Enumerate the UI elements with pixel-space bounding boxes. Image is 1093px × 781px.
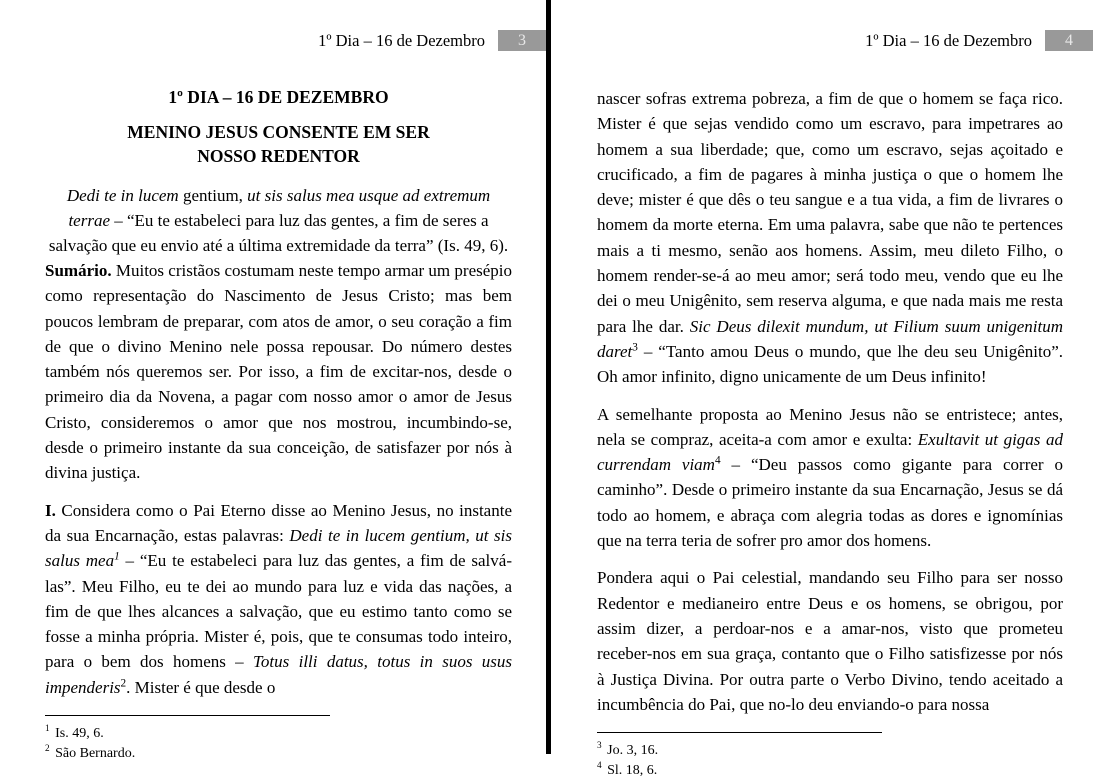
page-left (0, 0, 546, 762)
footnote-rule (597, 732, 882, 733)
running-header-title: 1º Dia – 16 de Dezembro (318, 31, 485, 50)
footnote-marker: 1 (45, 723, 50, 734)
footnote-rule (45, 715, 330, 716)
footnote-marker: 3 (597, 740, 602, 751)
footnote (45, 724, 512, 744)
chapter-subtitle (45, 120, 512, 168)
paragraph-sumario: Sumário. Muitos cristãos costumam neste tempo armar um presépio como representação do Nascimento de Jesus Cristo; mas bem poucos lembram de preparar, com atos de amor, o seu coração a fim de que o divino Menino nele possa repousar. Do número destes também nós queremos ser. Por isso, a fim de excitar-nos, desde o primeiro dia da Novena, a pagar com nosso amor o amor de Jesus Cristo, consideremos o amor que nos mostrou, incumbindo-se, desde o primeiro instante da sua conceição, de satisfazer por nós à divina justiça. (45, 261, 513, 483)
footnote (45, 744, 512, 764)
footnote-text: Jo. 3, 16. (607, 743, 659, 759)
chapter-title: 1º DIA – 16 DE DEZEMBRO (168, 87, 389, 107)
page-right (551, 0, 1093, 779)
chapter-subtitle-line-2: NOSSO REDENTOR (197, 146, 360, 166)
page-number-badge: 4 (1045, 30, 1093, 51)
footnote (597, 761, 1063, 781)
footnote-text: São Bernardo. (55, 746, 136, 762)
running-header-title: 1º Dia – 16 de Dezembro (865, 31, 1032, 50)
page-number-badge: 3 (498, 30, 546, 51)
paragraph-continuation: nascer sofras extrema pobreza, a fim de que o homem se faça rico. Mister é que sejas vendido como um escravo, para impetrares ao homem a sua liberdade; que, como um escravo, sejas açoitado e crucificado, a fim de pagares à minha justiça o que o homem lhe deve; mister é que dês o teu sangue e a tua vida, a fim de livrares o homem da morte eterna. Em uma palavra, sabe que não te pertences mais a ti mesmo, senão aos homens. Assim, meu dileto Filho, o homem render-se-á ao meu amor; será todo meu, vendo que eu lhe dei o meu Unigênito, sem reserva alguma, e que nada mais me resta para lhe dar. Sic Deus dilexit mundum, ut Filium suum unigenitum daret$^3$ – “Tanto amou Deus o mundo, que lhe deu seu Unigênito”. Oh amor infinito, digno unicamente de um Deus infinito! (597, 89, 1063, 387)
paragraph-semelhante: A semelhante proposta ao Menino Jesus não se entristece; antes, nela se compraz, aceita-a com amor e exulta: Exultavit ut gigas ad currendam viam$^4$ – “Deu passos como gigante para correr o caminho”. Desde o primeiro instante da sua Encarnação, Jesus se dá todo ao homem, e abraça com alegria todas as dores e ignomínias que na terra teria de sofrer pro amor dos homens. (597, 404, 1063, 551)
body-text-right (597, 86, 1063, 717)
paragraph-pondera: Pondera aqui o Pai celestial, mandando seu Filho para ser nosso Redentor e medianeiro entre Deus e os homens, se obrigou, por assim dizer, a perdoar-nos e a amar-nos, visto que prometeu receber-nos em sua graça, contanto que o Filho satisfizesse por nós à Justiça Divina. Por outra parte o Verbo Divino, tendo aceitado a incumbência do Pai, que no-lo deu enviando-o para nossa (597, 568, 1063, 714)
footnote-marker: 4 (597, 760, 602, 771)
paragraph-point-one: I. Considera como o Pai Eterno disse ao Menino Jesus, no instante da sua Encarnação, estas palavras: Dedi te in lucem gentium, ut sis salus mea$^1$ – “Eu te estabeleci para luz das gentes, a fim de salvá-las”. Meu Filho, eu te dei ao mundo para luz e vida das nações, a fim de que lhes alcances a salvação, que eu estimo tanto como se fosse a minha própria. Mister é, pois, que te consumas todo inteiro, para o bem dos homens – Totus illi datus, totus in suos usus impenderis$^2$. Mister é que desde o (45, 500, 513, 697)
footnote-text: Is. 49, 6. (55, 726, 104, 742)
running-header-left (45, 30, 546, 51)
footnotes-left (45, 715, 512, 764)
chapter-subtitle-line-1: MENINO JESUS CONSENTE EM SER (127, 122, 430, 142)
footnote (597, 741, 1063, 761)
footnote-marker: 2 (45, 743, 50, 754)
epigraph: Dedi te in lucem gentium, ut sis salus mea usque ad extremum terrae – “Eu te estabeleci para luz das gentes, a fim de seres a salvação que eu envio até a última extremidade da terra” (Is. 49, 6). (48, 186, 509, 255)
footnote-text: Sl. 18, 6. (607, 763, 658, 779)
body-text-left (45, 258, 512, 700)
running-header-right (597, 30, 1093, 51)
footnotes-right (597, 732, 1063, 781)
